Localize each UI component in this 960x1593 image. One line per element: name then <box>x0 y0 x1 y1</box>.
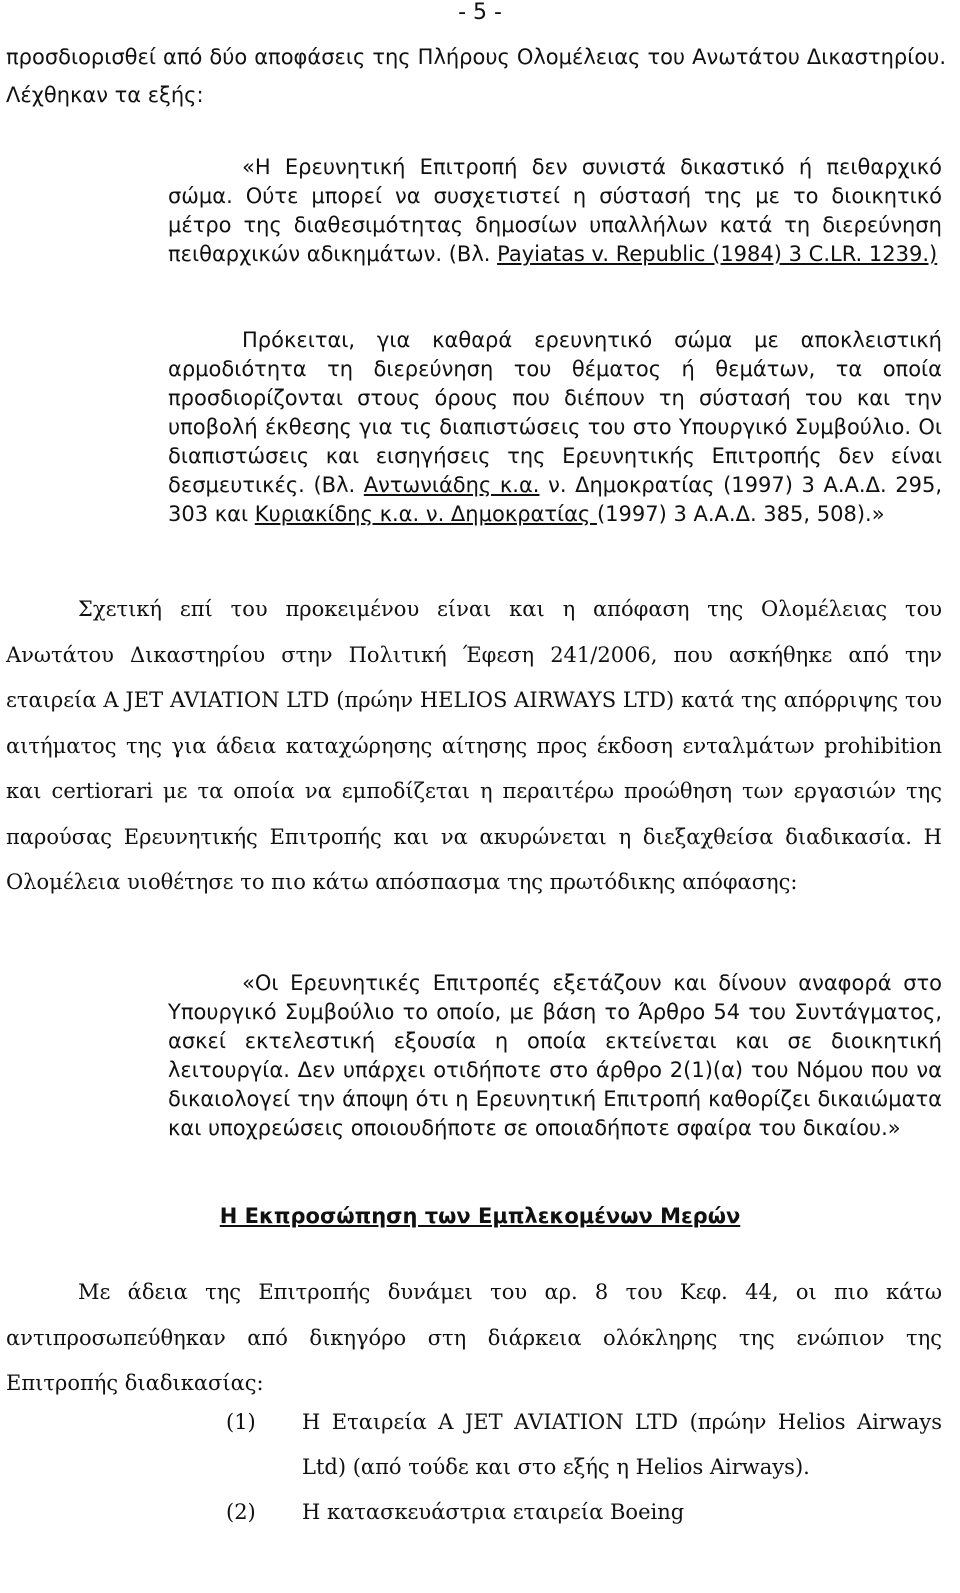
quote-block-2 <box>168 326 942 529</box>
body-paragraph-2-text: Με άδεια της Επιτροπής δυνάμει του αρ. 8 του Κεφ. 44, οι πιο κάτω αντιπροσωπεύθηκαν από δικηγόρο στη διάρκεια ολόκληρης της ενώπιον της Επιτροπής διαδικασίας: <box>6 1280 942 1395</box>
list-item <box>0 1400 960 1490</box>
quote-block-1 <box>168 153 942 269</box>
list-item-text: Η κατασκευάστρια εταιρεία Boeing <box>302 1500 685 1524</box>
page-number: - 5 - <box>458 0 502 25</box>
list-item <box>0 1490 960 1535</box>
list-item-number: (1) <box>226 1410 256 1434</box>
quote-2-text-b: ν. Δημοκρατίας (1997) 3 Α.Α.Δ. 295, 303 και <box>168 473 943 526</box>
quote-2-paragraph <box>168 326 942 529</box>
section-heading: Η Εκπροσώπηση των Εμπλεκομένων Μερών <box>219 1204 741 1228</box>
parties-list <box>0 1400 960 1535</box>
body-paragraph-2 <box>6 1270 942 1407</box>
case-citation-antoniadis: Αντωνιάδης κ.α. <box>363 473 540 497</box>
body-paragraph-1-text: Σχετική επί του προκειμένου είναι και η απόφαση της Ολομέλειας του Ανωτάτου Δικαστηρίου στην Πολιτική Έφεση 241/2006, που ασκήθηκε από την εταιρεία A JET AVIATION LTD (πρώην HELIOS AIRWAYS LTD) κατά της απόρριψης του αιτήματος της για άδεια καταχώρησης αίτησης προς έκδοση ενταλμάτων prohibition και certiorari με τα οποία να εμποδίζεται η περαιτέρω προώθηση των εργασιών της παρούσας Ερευνητικής Επιτροπής και να ακυρώνεται η διεξαχθείσα διαδικασία. Η Ολομέλεια υιοθέτησε το πιο κάτω απόσπασμα της πρωτόδικης απόφασης: <box>6 597 942 894</box>
list-item-number: (2) <box>226 1500 256 1524</box>
case-citation-payiatas: Payiatas v. Republic (1984) 3 C.LR. 1239.) <box>497 242 938 266</box>
intro-paragraph: προσδιορισθεί από δύο αποφάσεις της Πλήρους Ολομέλειας του Ανωτάτου Δικαστηρίου. Λέχθηκαν τα εξής: <box>6 45 946 107</box>
quote-1-paragraph <box>168 153 942 269</box>
quote-3-paragraph: «Οι Ερευνητικές Επιτροπές εξετάζουν και δίνουν αναφορά στο Υπουργικό Συμβούλιο το οποίο, με βάση το Άρθρο 54 του Συντάγματος, ασκεί εκτελεστική εξουσία η οποία εκτείνεται και σε διοικητική λειτουργία. Δεν υπάρχει οτιδήποτε στο άρθρο 2(1)(α) του Νόμου που να δικαιολογεί την άποψη ότι η Ερευνητική Επιτροπή καθορίζει δικαιώματα και υποχρεώσεις οποιουδήποτε σε οποιαδήποτε σφαίρα του δικαίου.» <box>168 971 942 1140</box>
quote-2-text-c: (1997) 3 Α.Α.Δ. 385, 508).» <box>596 502 885 526</box>
quote-1-text: «Η Ερευνητική Επιτροπή δεν συνιστά δικαστικό ή πειθαρχικό σώμα. Ούτε μπορεί να συσχετιστεί η σύστασή της με το διοικητικό μέτρο της διαθεσιμότητας δημοσίων υπαλλήλων κατά τη διερεύνηση πειθαρχικών αδικημάτων. (Βλ. <box>168 155 942 266</box>
case-citation-kyriakidis: Κυριακίδης κ.α. ν. Δημοκρατίας <box>254 502 597 526</box>
quote-block-3 <box>168 969 942 1143</box>
body-paragraph-1 <box>6 587 942 906</box>
list-item-text: Η Εταιρεία A JET AVIATION LTD (πρώην Helios Airways Ltd) (από τούδε και στο εξής η Helios Airways). <box>302 1410 942 1479</box>
quote-2-text-a: Πρόκειται, για καθαρά ερευνητικό σώμα με αποκλειστική αρμοδιότητα τη διερεύνηση του θέματος ή θεμάτων, τα οποία προσδιορίζονται στους όρους που διέπουν τη σύστασή του και την υποβολή έκθεσης για τις διαπιστώσεις του στο Υπουργικό Συμβούλιο. Οι διαπιστώσεις και εισηγήσεις της Ερευνητικής Επιτροπής δεν είναι δεσμευτικές. (Βλ. <box>168 328 942 497</box>
